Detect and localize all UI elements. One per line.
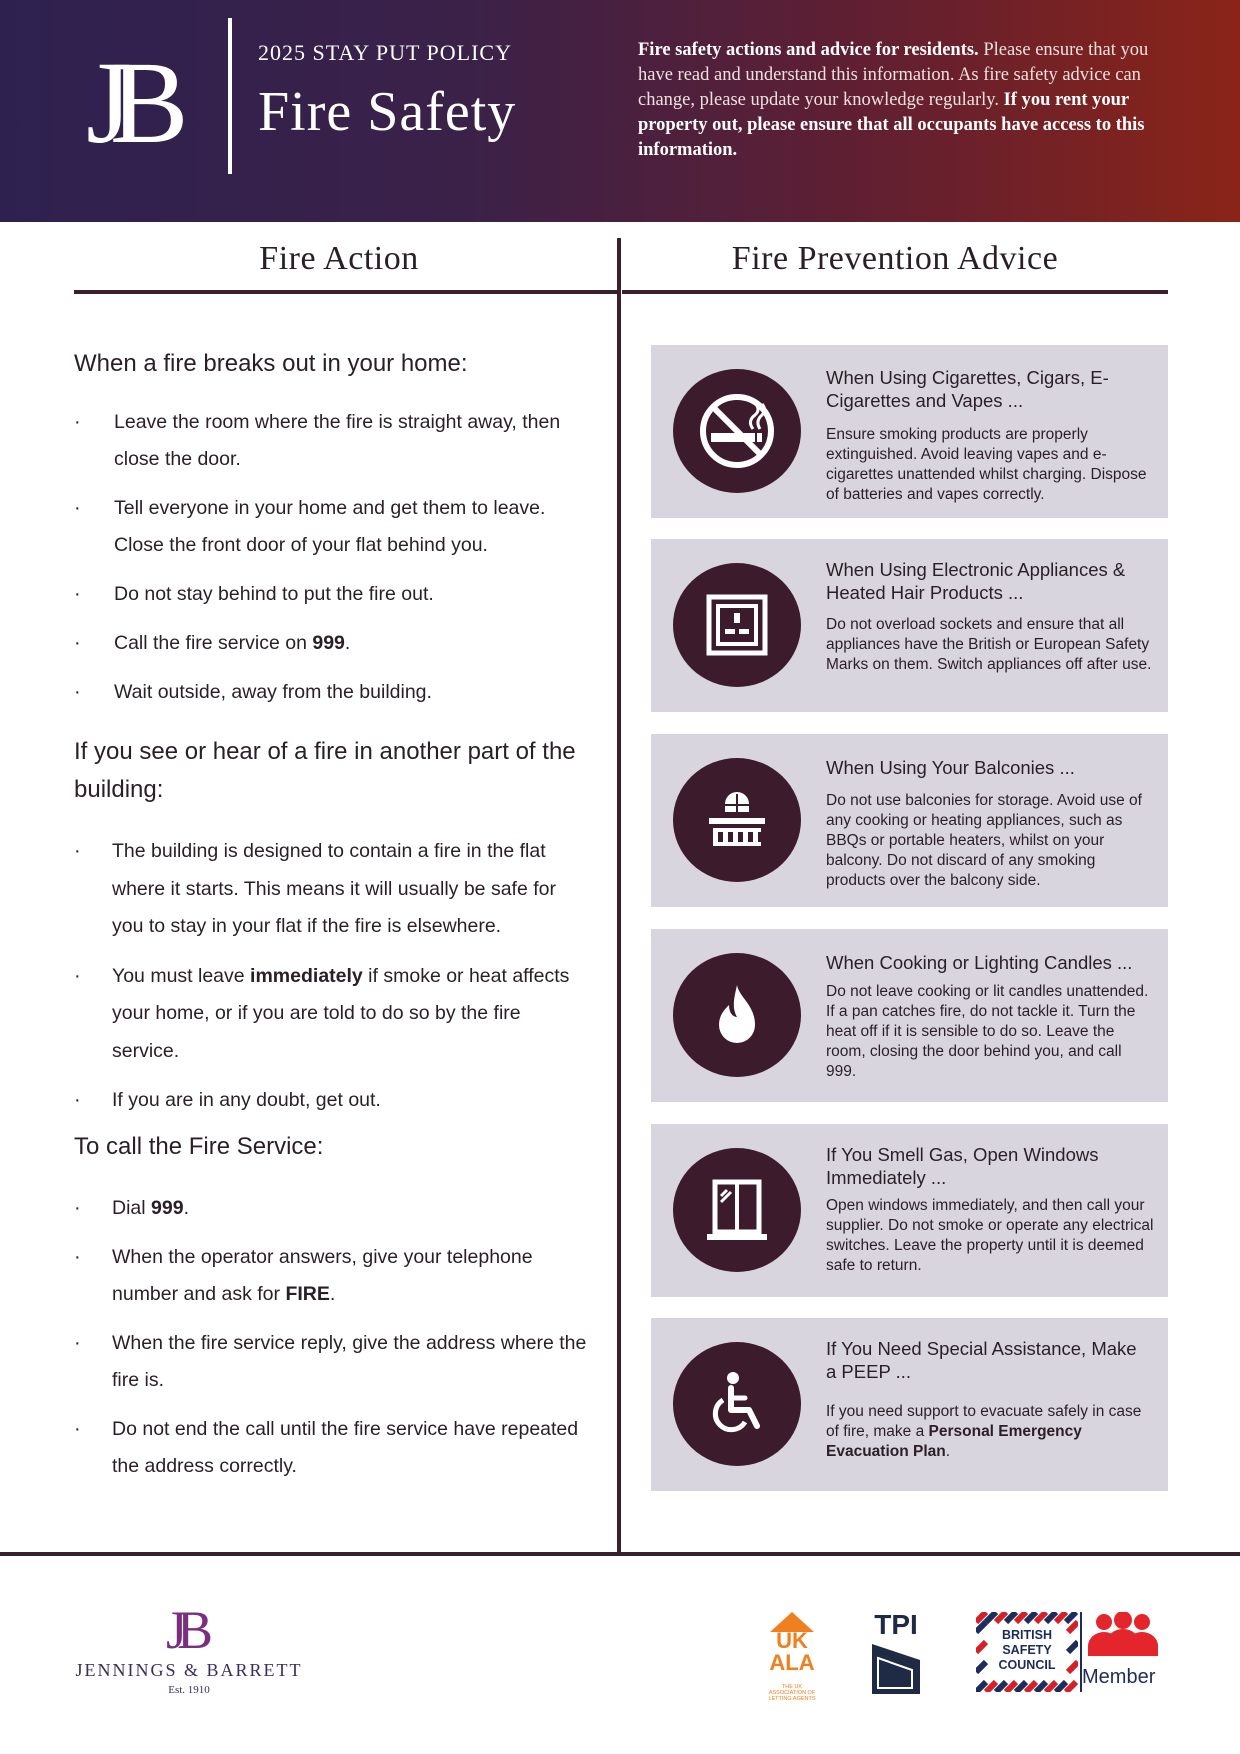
list-item: · Do not end the call until the fire service have repeated the address correctly.: [74, 1411, 594, 1485]
window-icon: [673, 1148, 801, 1272]
list-item: · Call the fire service on 999.: [74, 625, 594, 662]
intro-bold-2: If you rent your property out, please ensure that all occupants have access to this information.: [638, 90, 1145, 160]
jb-logo: JB: [86, 37, 167, 168]
card-body: Ensure smoking products are properly extinguished. Avoid leaving vapes and e-cigarettes unattended whilst charging. Dispose of batteries and vapes correctly.: [826, 426, 1147, 503]
page-title: Fire Safety: [258, 81, 517, 143]
list-item: · When the fire service reply, give the address where the fire is.: [74, 1325, 594, 1399]
tpi-logo: TPI: [866, 1610, 926, 1698]
card-title: If You Smell Gas, Open Windows Immediately ...: [826, 1144, 1099, 1188]
company-name: JENNINGS & BARRETT: [75, 1660, 303, 1680]
intro-text: [638, 38, 1168, 163]
prevention-card-appliances: [651, 539, 1168, 712]
section-heading-call-fire-service: To call the Fire Service:: [74, 1133, 324, 1160]
list-item: · Leave the room where the fire is straight away, then close the door.: [74, 404, 594, 478]
prevention-card-gas: [651, 1124, 1168, 1297]
policy-label: 2025 STAY PUT POLICY: [258, 40, 512, 65]
list-fire-elsewhere: [74, 833, 574, 1131]
card-body: Do not overload sockets and ensure that all appliances have the British or European Safety Marks on them. Switch appliances off after use.: [826, 616, 1152, 673]
list-item: · You must leave immediately if smoke or heat affects your home, or if you are told to do so by the fire service.: [74, 958, 574, 1071]
intro-plain: Please ensure that you have read and understand this information. As fire safety advice can change, please update your knowledge regularly.: [638, 40, 1149, 110]
card-body: Do not leave cooking or lit candles unattended. If a pan catches fire, do not tackle it. Turn the heat off if it is sensible to do so. Leave the room, closing the door behind you, and call 999.: [826, 983, 1149, 1080]
balcony-icon: [673, 758, 801, 882]
card-body: Open windows immediately, and then call your supplier. Do not smoke or operate any electrical switches. Leave the property until it is deemed safe to return.: [826, 1197, 1154, 1274]
card-body: Do not use balconies for storage. Avoid use of any cooking or heating appliances, such as BBQs or portable heaters, whilst on your balcony. Do not discard of any smoking products over the balcony side.: [826, 792, 1142, 889]
footer-jb-logo: JB: [166, 1600, 204, 1660]
column-divider: [617, 238, 621, 1554]
header-banner: [0, 0, 1240, 222]
footer-rule: [0, 1552, 1240, 1556]
card-title: When Using Cigarettes, Cigars, E-Cigarettes and Vapes ...: [826, 367, 1109, 411]
british-safety-council-logo: BRITISH SAFETY COUNCIL Member: [976, 1612, 1162, 1696]
list-item: · The building is designed to contain a fire in the flat where it starts. This means it will usually be safe for you to stay in your flat if the fire is elsewhere.: [74, 833, 574, 946]
list-item: · Wait outside, away from the building.: [74, 674, 594, 711]
no-smoking-icon: [673, 369, 801, 493]
section-heading-fire-at-home: When a fire breaks out in your home:: [74, 350, 468, 377]
header-divider: [228, 18, 232, 174]
card-title: When Using Your Balconies ...: [826, 757, 1075, 778]
prevention-card-peep: [651, 1318, 1168, 1491]
wheelchair-icon: [673, 1342, 801, 1466]
established-year: Est. 1910: [168, 1684, 210, 1696]
list-call-fire-service: [74, 1190, 594, 1497]
socket-icon: [673, 563, 801, 687]
fire-action-title: Fire Action: [259, 240, 419, 277]
card-title: When Cooking or Lighting Candles ...: [826, 952, 1133, 973]
list-item: · When the operator answers, give your telephone number and ask for FIRE.: [74, 1239, 594, 1313]
section-heading-fire-elsewhere: If you see or hear of a fire in another part of the building:: [74, 738, 576, 803]
prevention-card-cooking: [651, 929, 1168, 1102]
intro-bold-1: Fire safety actions and advice for residents.: [638, 40, 979, 60]
fire-prevention-title: Fire Prevention Advice: [731, 240, 1059, 277]
list-item: · Do not stay behind to put the fire out.: [74, 576, 594, 613]
left-title-rule: [74, 290, 618, 294]
list-item: · Tell everyone in your home and get them to leave. Close the front door of your flat behind you.: [74, 490, 594, 564]
right-title-rule: [622, 290, 1168, 294]
prevention-card-smoking: [651, 345, 1168, 518]
card-title: If You Need Special Assistance, Make a PEEP ...: [826, 1338, 1137, 1382]
flame-icon: [673, 953, 801, 1077]
list-item: · If you are in any doubt, get out.: [74, 1082, 574, 1119]
card-body: If you need support to evacuate safely in case of fire, make a Personal Emergency Evacuation Plan.: [826, 1403, 1142, 1460]
prevention-card-balconies: [651, 734, 1168, 907]
list-item: · Dial 999.: [74, 1190, 594, 1227]
list-fire-at-home: [74, 404, 594, 723]
ukala-logo: UK ALA THE UK ASSOCIATION OF LETTING AGENTS: [766, 1612, 818, 1696]
card-title: When Using Electronic Appliances & Heated Hair Products ...: [826, 559, 1126, 603]
